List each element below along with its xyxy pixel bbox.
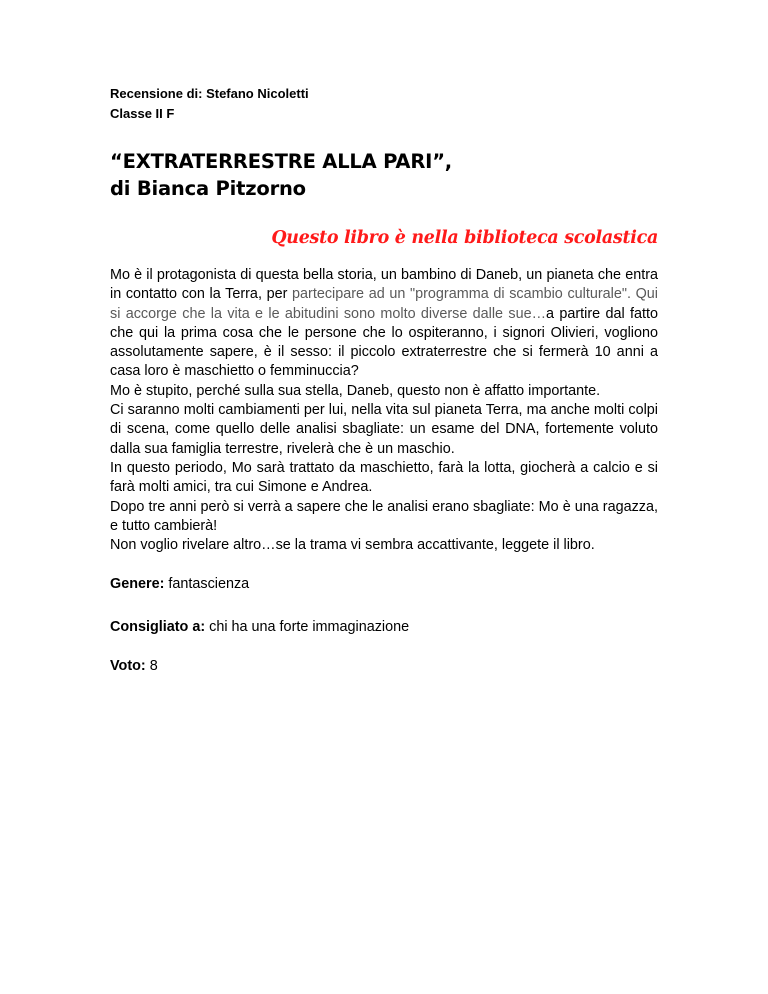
genre-label: Genere:	[110, 576, 165, 593]
vote-value: 8	[145, 658, 158, 675]
book-title	[110, 148, 658, 202]
review-p1-start: Mo è il protagonista di questa bella storia, un bambino di Daneb, un pianeta che entra in contatto con la Terra, per	[110, 267, 658, 303]
reviewer-line: Recensione di: Stefano Nicoletti	[110, 86, 309, 101]
recommended-label: Consigliato a:	[110, 619, 206, 636]
genre-value: fantascienza	[164, 576, 250, 593]
review-p1-gray: partecipare ad un "programma di scambio culturale". Qui si accorge che la vita e le abitudini sono molto diverse dalle sue…	[110, 286, 658, 322]
genre-line	[110, 575, 658, 594]
recommended-line	[110, 618, 658, 637]
document-page	[110, 84, 658, 676]
vote-label: Voto:	[110, 658, 146, 675]
class-line: Classe II F	[110, 106, 175, 121]
review-paragraph-6: Non voglio rivelare altro…se la trama vi sembra accattivante, leggete il libro.	[110, 537, 595, 554]
review-paragraph-1	[110, 266, 658, 382]
review-paragraph-4: In questo periodo, Mo sarà trattato da maschietto, farà la lotta, giocherà a calcio e si farà molti amici, tra cui Simone e Andrea.	[110, 459, 658, 496]
book-title-line-1: “EXTRATERRESTRE ALLA PARI”,	[110, 150, 453, 173]
review-body	[110, 266, 658, 555]
review-paragraph-2: Mo è stupito, perché sulla sua stella, Daneb, questo non è affatto importante.	[110, 382, 601, 399]
review-p1-end: a partire dal fatto che qui la prima cosa che le persone che lo ospiteranno, i signori Olivieri, vogliono assolutamente sapere, è il sesso: il piccolo extraterrestre che si fermerà 10 anni a casa loro è maschietto o femminuccia?	[110, 305, 658, 380]
library-note: Questo libro è nella biblioteca scolastica	[271, 228, 658, 248]
review-paragraph-3: Ci saranno molti cambiamenti per lui, nella vita sul pianeta Terra, ma anche molti colpi di scena, come quello delle analisi sbagliate: un esame del DNA, fortemente voluto dalla sua famiglia terrestre, rivelerà che è un maschio.	[110, 402, 658, 457]
review-paragraph-5: Dopo tre anni però si verrà a sapere che le analisi erano sbagliate: Mo è una ragazza, e tutto cambierà!	[110, 498, 658, 534]
book-author-line: di Bianca Pitzorno	[110, 177, 306, 200]
vote-line	[110, 657, 658, 676]
recommended-value: chi ha una forte immaginazione	[205, 619, 410, 636]
